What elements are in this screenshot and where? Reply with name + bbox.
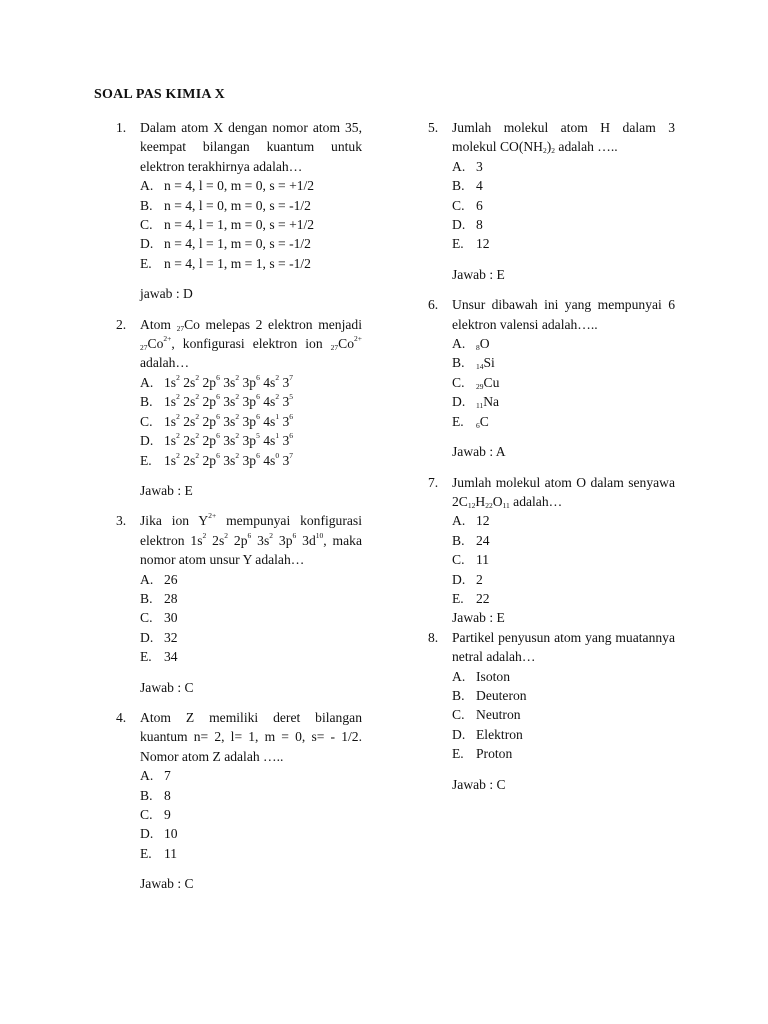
option-e: E. $_6$C bbox=[452, 413, 489, 430]
orbital-label: 3s bbox=[223, 394, 236, 410]
question-5 bbox=[428, 118, 675, 284]
option-a: A. 12 bbox=[452, 513, 490, 529]
orbital-label: 2s bbox=[183, 374, 196, 390]
orbital-label: 2s bbox=[183, 452, 196, 468]
electron-count: 2 bbox=[195, 411, 200, 421]
orbital-label: 1s bbox=[164, 374, 177, 390]
orbital-label: 1s bbox=[164, 452, 177, 468]
electron-count: 6 bbox=[256, 450, 260, 460]
answer-key: Jawab : C bbox=[452, 776, 506, 792]
question-text: Jumlah molekul atom O dalam senyawa $2C_{12}H_{22}O_{11}$ adalah… bbox=[452, 474, 675, 510]
electron-count: 2 bbox=[235, 392, 240, 402]
question-number: 5. bbox=[428, 120, 439, 135]
question-number: 2. bbox=[116, 316, 127, 332]
document-title: SOAL PAS KIMIA X bbox=[94, 87, 225, 102]
option-e: E. 12 bbox=[452, 236, 490, 252]
electron-count: 0 bbox=[275, 450, 280, 460]
orbital-label: 2s bbox=[183, 394, 196, 410]
electron-count: 2 bbox=[275, 392, 280, 402]
orbital-label: 3p bbox=[242, 452, 257, 468]
electron-count: 2 bbox=[195, 372, 200, 382]
electron-count: 2 bbox=[235, 372, 240, 382]
answer-key: Jawab : E bbox=[452, 266, 505, 282]
electron-count: 6 bbox=[216, 450, 220, 460]
question-number: 8. bbox=[428, 629, 439, 645]
electron-count: 6 bbox=[289, 411, 294, 421]
option-d: D. 2 bbox=[452, 571, 483, 587]
option-b: B. 8 bbox=[140, 787, 171, 803]
question-text: Partikel penyusun atom yang muatannya netral adalah… bbox=[452, 629, 675, 665]
option-a: A. $1s^2$ $2s^2$ $2p^6$ $3s^2$ $3p^6$ $4s^2$ $3^7$ bbox=[140, 372, 294, 390]
option-b: B. $_{14}$Si bbox=[452, 355, 495, 372]
electron-count: 6 bbox=[256, 392, 260, 402]
electron-count: 2 bbox=[275, 372, 280, 382]
answer-key: Jawab : E bbox=[452, 610, 505, 626]
question-number: 3. bbox=[116, 513, 127, 529]
option-c: C. $1s^2$ $2s^2$ $2p^6$ $3s^2$ $3p^6$ $4s^1$ $3^6$ bbox=[140, 411, 294, 429]
orbital-label: 3 bbox=[282, 452, 290, 468]
electron-count: 6 bbox=[216, 392, 220, 402]
electron-count: 1 bbox=[275, 431, 280, 441]
answer-key: Jawab : C bbox=[140, 876, 194, 892]
option-e: E. 34 bbox=[140, 649, 178, 665]
orbital-label: 4s bbox=[263, 433, 276, 449]
orbital-label: 2p bbox=[202, 374, 217, 390]
electron-count: 1 bbox=[275, 411, 280, 421]
option-d: D. 32 bbox=[140, 629, 178, 645]
option-b: B. $1s^2$ $2s^2$ $2p^6$ $3s^2$ $3p^6$ $4s^2$ $3^5$ bbox=[140, 392, 294, 410]
question-3 bbox=[116, 511, 362, 697]
answer-key: Jawab : A bbox=[452, 444, 506, 460]
electron-count: 7 bbox=[289, 450, 294, 460]
electron-count: 6 bbox=[216, 411, 220, 421]
question-number: 7. bbox=[428, 474, 439, 490]
option-d: D. Elektron bbox=[452, 726, 523, 742]
electron-count: 2 bbox=[195, 431, 200, 441]
option-b: B. 28 bbox=[140, 590, 178, 606]
electron-count: 5 bbox=[289, 392, 294, 402]
question-2 bbox=[116, 315, 362, 501]
orbital-label: 3p bbox=[242, 413, 257, 429]
electron-count: 2 bbox=[176, 372, 180, 382]
electron-count: 6 bbox=[256, 372, 260, 382]
option-a: A. n = 4, l = 0, m = 0, s = +1/2 bbox=[140, 178, 315, 194]
option-c: C. $_{29}$Cu bbox=[452, 374, 500, 391]
orbital-label: 4s bbox=[263, 374, 276, 390]
option-a: A. 26 bbox=[140, 571, 178, 587]
option-c: C. 9 bbox=[140, 807, 171, 822]
option-e: E. n = 4, l = 1, m = 1, s = -1/2 bbox=[140, 255, 311, 271]
orbital-label: 2s bbox=[183, 433, 196, 449]
option-d: D. 10 bbox=[140, 826, 178, 842]
answer-key: Jawab : E bbox=[140, 482, 193, 498]
orbital-label: 3s bbox=[223, 433, 236, 449]
electron-count: 2 bbox=[176, 392, 180, 402]
option-c: C. 6 bbox=[452, 197, 483, 213]
orbital-label: 3 bbox=[282, 394, 290, 410]
orbital-label: 3 bbox=[282, 374, 290, 390]
question-6 bbox=[428, 295, 675, 461]
option-a: A. Isoton bbox=[452, 668, 510, 684]
orbital-label: 2p bbox=[202, 433, 217, 449]
question-number: 6. bbox=[428, 297, 439, 313]
option-a: A. 3 bbox=[452, 158, 483, 174]
electron-count: 6 bbox=[216, 372, 220, 382]
question-7 bbox=[428, 473, 675, 628]
option-d: D. $_{11}$Na bbox=[452, 394, 500, 411]
option-e: E. $1s^2$ $2s^2$ $2p^6$ $3s^2$ $3p^6$ $4s^0$ $3^7$ bbox=[140, 450, 294, 468]
option-c: C. n = 4, l = 1, m = 0, s = +1/2 bbox=[140, 217, 315, 233]
electron-count: 2 bbox=[195, 392, 200, 402]
electron-count: 2 bbox=[235, 411, 240, 421]
orbital-label: 1s bbox=[164, 413, 177, 429]
orbital-label: 1s bbox=[164, 433, 177, 449]
left-column bbox=[116, 118, 362, 894]
electron-count: 5 bbox=[256, 431, 260, 441]
electron-count: 2 bbox=[176, 431, 180, 441]
orbital-label: 4s bbox=[263, 394, 276, 410]
question-8 bbox=[428, 628, 675, 794]
option-b: B. 24 bbox=[452, 532, 490, 548]
electron-count: 6 bbox=[216, 431, 220, 441]
orbital-label: 3p bbox=[242, 374, 257, 390]
question-text: Dalam atom X dengan nomor atom 35, keempat bilangan kuantum untuk elektron terakhirnya adalah… bbox=[140, 120, 362, 174]
question-number: 1. bbox=[116, 120, 127, 135]
orbital-label: 3p bbox=[242, 394, 257, 410]
right-column bbox=[428, 118, 675, 794]
orbital-label: 3 bbox=[282, 433, 290, 449]
electron-count: 2 bbox=[176, 450, 180, 460]
option-d: D. n = 4, l = 1, m = 0, s = -1/2 bbox=[140, 236, 311, 252]
option-b: B. n = 4, l = 0, m = 0, s = -1/2 bbox=[140, 197, 311, 213]
orbital-label: 1s bbox=[164, 394, 177, 410]
orbital-label: 4s bbox=[263, 413, 276, 429]
orbital-label: 4s bbox=[263, 452, 276, 468]
electron-count: 6 bbox=[256, 411, 260, 421]
option-b: B. Deuteron bbox=[452, 687, 527, 703]
option-b: B. 4 bbox=[452, 178, 483, 194]
question-4 bbox=[116, 708, 362, 894]
option-c: C. 11 bbox=[452, 552, 490, 568]
electron-count: 2 bbox=[195, 450, 200, 460]
orbital-label: 2p bbox=[202, 394, 217, 410]
question-text: Jika ion $Y^{2+}$ mempunyai konfigurasi elektron $1s^2$ $2s^2$ $2p^6$ $3s^2$ $3p^6$ $3d^{10}$, maka nomor atom unsur Y adalah… bbox=[140, 511, 362, 568]
orbital-label: 3s bbox=[223, 413, 236, 429]
orbital-label: 3p bbox=[242, 433, 257, 449]
question-text: Atom $_{27}$Co melepas 2 elektron menjadi $_{27}Co^{2+}$, konfigurasi elektron ion $_{27}Co^{2+}$ adalah… bbox=[140, 316, 362, 371]
electron-count: 6 bbox=[289, 431, 294, 441]
electron-count: 2 bbox=[176, 411, 180, 421]
option-c: C. 30 bbox=[140, 610, 178, 626]
orbital-label: 3 bbox=[282, 413, 290, 429]
option-a: A. $_8$O bbox=[452, 336, 490, 353]
option-c: C. Neutron bbox=[452, 707, 521, 723]
question-text: Jumlah molekul atom H dalam 3 molekul $CO(NH_2)_2$ adalah ….. bbox=[452, 120, 675, 156]
question-1 bbox=[116, 118, 362, 304]
electron-count: 7 bbox=[289, 372, 294, 382]
orbital-label: 3s bbox=[223, 452, 236, 468]
question-number: 4. bbox=[116, 709, 127, 725]
orbital-label: 2s bbox=[183, 413, 196, 429]
question-text: Unsur dibawah ini yang mempunyai 6 elektron valensi adalah….. bbox=[452, 297, 675, 332]
answer-key: jawab : D bbox=[140, 286, 193, 302]
option-e: E. Proton bbox=[452, 746, 513, 762]
orbital-label: 2p bbox=[202, 413, 217, 429]
option-d: D. 8 bbox=[452, 217, 483, 233]
option-a: A. 7 bbox=[140, 768, 171, 784]
electron-count: 2 bbox=[235, 431, 240, 441]
question-text: Atom Z memiliki deret bilangan kuantum n= 2, l= 1, m = 0, s= - 1/2. Nomor atom Z adalah ….. bbox=[140, 709, 362, 764]
option-e: E. 11 bbox=[140, 845, 178, 861]
answer-key: Jawab : C bbox=[140, 679, 194, 695]
option-e: E. 22 bbox=[452, 590, 490, 606]
orbital-label: 2p bbox=[202, 452, 217, 468]
electron-count: 2 bbox=[235, 450, 240, 460]
option-d: D. $1s^2$ $2s^2$ $2p^6$ $3s^2$ $3p^5$ $4s^1$ $3^6$ bbox=[140, 431, 294, 449]
orbital-label: 3s bbox=[223, 374, 236, 390]
